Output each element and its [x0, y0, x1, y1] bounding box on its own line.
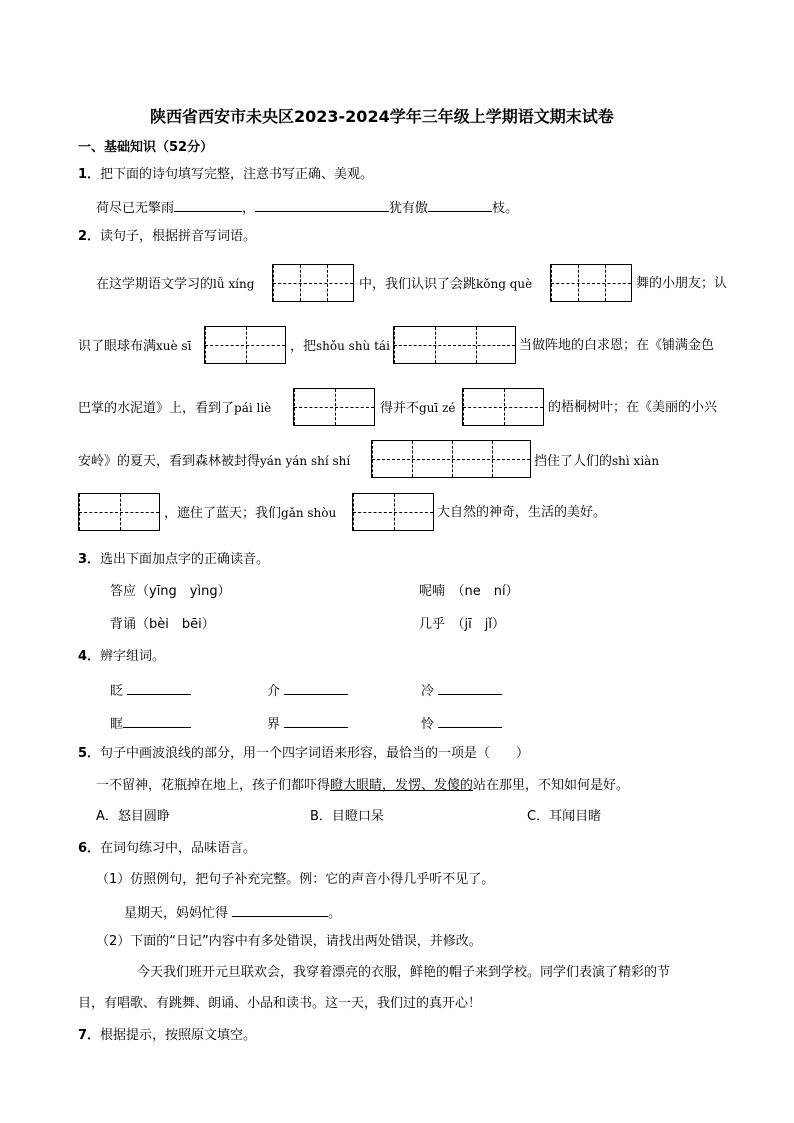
pinyin: shǒu shù tái	[316, 339, 390, 353]
question-4	[78, 648, 165, 666]
pinyin: gǎn shòu	[281, 506, 337, 520]
writing-grid[interactable]	[550, 264, 632, 302]
answer-blank[interactable]	[428, 197, 492, 212]
q2-text-part: 在这学期语文学习的	[96, 277, 214, 292]
pinyin: pái liè	[234, 401, 272, 415]
q2-text	[359, 275, 532, 294]
question-number: 3．	[78, 552, 101, 567]
q1-text-c: 犹有傲	[389, 201, 429, 216]
word-char: 眨	[110, 684, 124, 699]
answer-blank[interactable]	[438, 680, 502, 695]
writing-grid[interactable]	[371, 440, 531, 478]
diary-line: 今天我们班开元旦联欢会，我穿着漂亮的衣服，鲜艳的帽子来到学校。同学们表演了精彩的节	[137, 965, 671, 980]
word-char: 界	[267, 717, 281, 732]
pinyin: guī zé	[419, 401, 456, 415]
reading-item: 答应（yīng yìng）	[110, 584, 231, 599]
answer-blank[interactable]	[284, 680, 348, 695]
question-number: 5．	[78, 746, 101, 761]
q2-text-part: ，把	[290, 339, 317, 354]
word-item	[110, 680, 191, 701]
q2-text-part: 中，我们认识了会跳	[359, 277, 477, 292]
writing-grid[interactable]	[352, 493, 434, 531]
pinyin: xuè sī	[156, 339, 192, 353]
word-item	[267, 680, 348, 701]
q2-text: 当做阵地的白求恩；在《铺满金色	[519, 338, 715, 353]
q1-text-b: ，	[242, 201, 256, 216]
pinyin: shì xiàn	[612, 454, 660, 468]
option-b[interactable]: B．目瞪口呆	[310, 809, 384, 824]
question-1	[78, 166, 373, 184]
question-number: 7．	[78, 1028, 101, 1043]
writing-grid[interactable]	[272, 264, 354, 302]
q2-text	[380, 399, 456, 418]
q2-text	[96, 275, 254, 294]
answer-blank[interactable]	[123, 713, 191, 728]
option-c[interactable]: C．耳闻目睹	[527, 809, 602, 824]
word-char: 眶	[110, 717, 124, 732]
word-char: 冷	[421, 684, 435, 699]
question-2	[78, 228, 256, 246]
q5-sentence	[96, 777, 629, 795]
pinyin: yán yán shí shí	[260, 454, 351, 468]
sub-question-1-line	[124, 902, 341, 923]
question-3	[78, 551, 269, 569]
question-number: 1．	[78, 167, 101, 182]
question-prompt: 辨字组词。	[100, 649, 166, 664]
q2-text: 舞的小朋友；认	[636, 276, 728, 291]
pinyin: kǒng què	[476, 277, 533, 291]
q1-text-a: 荷尽已无擎雨	[96, 201, 175, 216]
question-number: 4．	[78, 649, 101, 664]
question-number: 6．	[78, 841, 101, 856]
question-prompt: 选出下面加点字的正确读音。	[100, 552, 270, 567]
wavy-underlined-text: 瞪大眼睛，发愣、发傻的	[330, 778, 474, 793]
q2-text	[164, 504, 336, 523]
diary-line: 目，有唱歌、有跳舞、朗诵、小品和读书。这一天，我们过的真开心！	[78, 996, 482, 1011]
writing-grid[interactable]	[204, 326, 286, 364]
sentence-part: 一不留神，花瓶掉在地上，孩子们都吓得	[96, 778, 331, 793]
q2-text-part: 安岭》的夏天，看到森林被封得	[78, 454, 261, 469]
word-item	[421, 680, 502, 701]
q2-text	[78, 452, 350, 471]
question-number: 2．	[78, 229, 101, 244]
option-a[interactable]: A．怒目圆睁	[96, 809, 170, 824]
answer-blank[interactable]	[284, 713, 348, 728]
q1-text-d: 枝。	[492, 201, 519, 216]
question-7	[78, 1027, 256, 1045]
question-prompt: 读句子，根据拼音写词语。	[100, 229, 257, 244]
q2-text	[290, 337, 390, 356]
sub-question-2: （2）下面的“日记”内容中有多处错误，请找出两处错误，并修改。	[96, 934, 482, 949]
q2-text-part: 识了眼球布满	[78, 339, 157, 354]
sentence-part: 站在那里，不知如何是好。	[473, 778, 630, 793]
answer-blank[interactable]	[438, 713, 502, 728]
question-6	[78, 840, 256, 858]
question-prompt: 在词句练习中，品味语言。	[100, 841, 257, 856]
answer-blank[interactable]	[174, 197, 242, 212]
sentence-part: 星期天，妈妈忙得	[124, 906, 229, 921]
writing-grid[interactable]	[78, 493, 160, 531]
page-title: 陕西省西安市未央区2023-2024学年三年级上学期语文期末试卷	[150, 107, 614, 126]
word-char: 介	[267, 684, 281, 699]
question-prompt: 句子中画波浪线的部分，用一个四字词语来形容，最恰当的一项是（ ）	[100, 746, 530, 761]
writing-grid[interactable]	[293, 388, 375, 426]
q2-text-part: ，遮住了蓝天；我们	[164, 506, 282, 521]
reading-item: 几乎 （jī jǐ）	[419, 617, 505, 632]
q2-text	[78, 399, 271, 418]
question-prompt: 把下面的诗句填写完整，注意书写正确、美观。	[100, 167, 374, 182]
word-item	[267, 713, 348, 734]
writing-grid[interactable]	[462, 388, 544, 426]
section-heading: 一、基础知识（52分）	[78, 140, 214, 155]
word-item	[421, 713, 502, 734]
word-item	[110, 713, 191, 734]
q2-text-part: 得并不	[380, 401, 420, 416]
q1-line	[96, 197, 518, 218]
reading-item: 背诵（bèi bēi）	[110, 617, 215, 632]
q2-text	[534, 452, 659, 471]
question-5	[78, 745, 529, 763]
q2-text: 的梧桐树叶；在《美丽的小兴	[548, 400, 718, 415]
sentence-part: 。	[328, 906, 342, 921]
q2-text-part: 巴掌的水泥道》上，看到了	[78, 401, 235, 416]
pinyin: lǚ xíng	[213, 277, 255, 291]
answer-blank[interactable]	[127, 680, 191, 695]
word-char: 怜	[421, 717, 435, 732]
reading-item: 呢喃 （ne ní）	[419, 584, 519, 599]
sub-question-1: （1）仿照例句，把句子补充完整。例：它的声音小得几乎听不见了。	[96, 872, 495, 887]
question-prompt: 根据提示，按照原文填空。	[100, 1028, 257, 1043]
answer-blank[interactable]	[255, 197, 389, 212]
q2-text-part: 挡住了人们的	[534, 454, 613, 469]
q2-text: 大自然的神奇，生活的美好。	[437, 505, 607, 520]
answer-blank[interactable]	[232, 902, 328, 917]
writing-grid[interactable]	[393, 326, 516, 364]
q2-text	[78, 337, 191, 356]
